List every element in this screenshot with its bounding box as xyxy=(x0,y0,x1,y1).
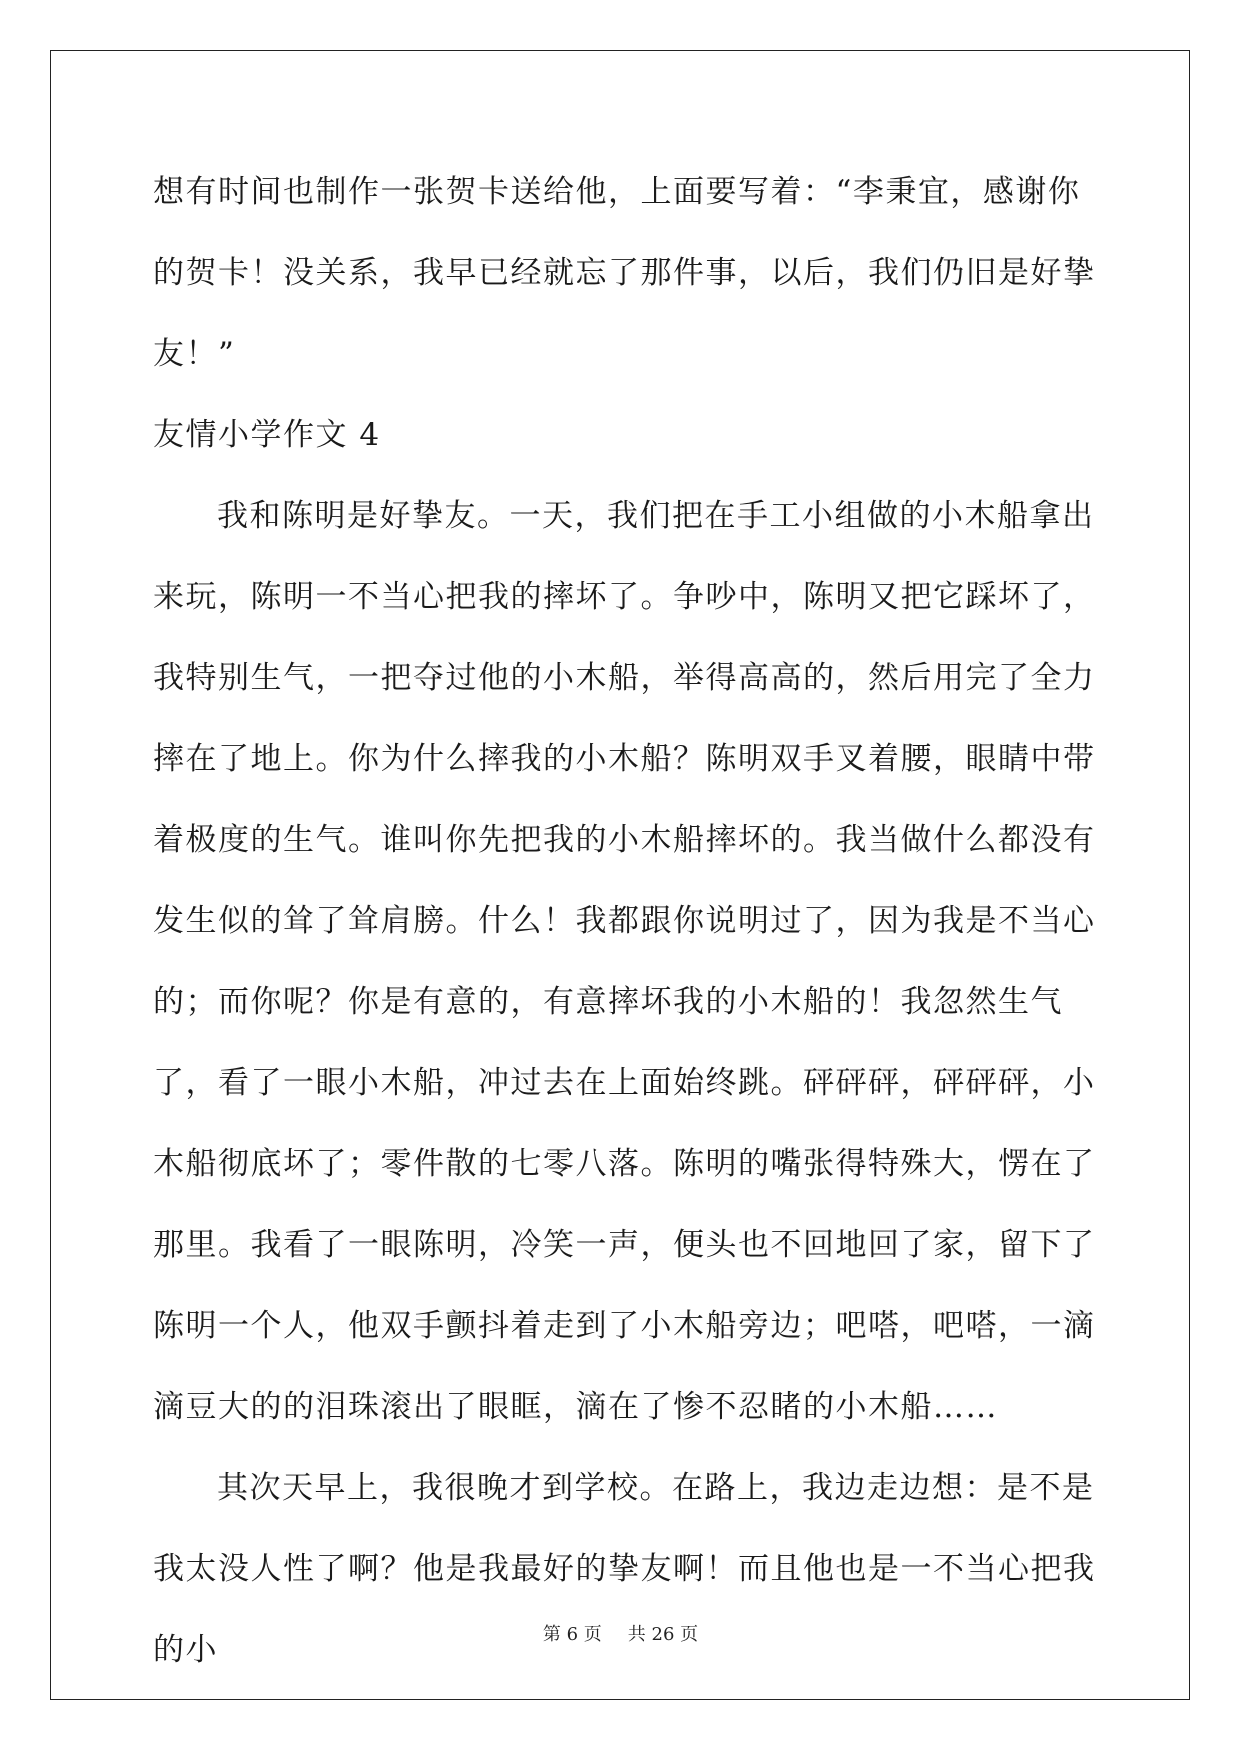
page-footer xyxy=(0,1620,1241,1646)
paragraph-story: 我和陈明是好挚友。一天，我们把在手工小组做的小木船拿出来玩，陈明一不当心把我的摔坏了。争吵中，陈明又把它踩坏了，我特别生气，一把夺过他的小木船，举得高高的，然后用完了全力摔在了地上。你为什么摔我的小木船？陈明双手叉着腰，眼睛中带着极度的生气。谁叫你先把我的小木船摔坏的。我当做什么都没有发生似的耸了耸肩膀。什么！我都跟你说明过了，因为我是不当心的；而你呢？你是有意的，有意摔坏我的小木船的！我忽然生气了，看了一眼小木船，冲过去在上面始终跳。砰砰砰，砰砰砰，小木船彻底坏了；零件散的七零八落。陈明的嘴张得特殊大，愣在了那里。我看了一眼陈明，冷笑一声，便头也不回地回了家，留下了陈明一个人，他双手颤抖着走到了小木船旁边；吧嗒，吧嗒，一滴滴豆大的的泪珠滚出了眼眶，滴在了惨不忍睹的小木船…… xyxy=(153,498,1096,1425)
document-body xyxy=(153,152,1108,1691)
paragraph-next-morning: 其次天早上，我很晚才到学校。在路上，我边走边想：是不是我太没人性了啊？他是我最好的挚友啊！而且他也是一不当心把我的小 xyxy=(153,1470,1096,1668)
page-total: 共 26 页 xyxy=(627,1624,699,1645)
paragraph-continuation: 想有时间也制作一张贺卡送给他，上面要写着：“李秉宜，感谢你的贺卡！没关系，我早已经就忘了那件事，以后，我们仍旧是好挚友！” xyxy=(153,174,1096,372)
section-heading: 友情小学作文 4 xyxy=(153,417,381,453)
page-number: 第 6 页 xyxy=(542,1624,602,1645)
